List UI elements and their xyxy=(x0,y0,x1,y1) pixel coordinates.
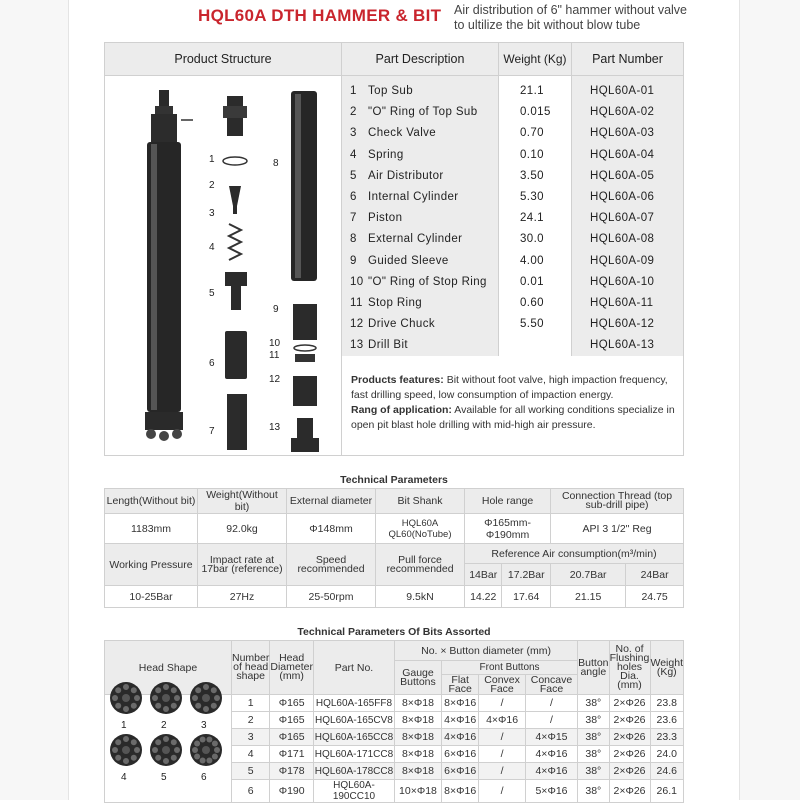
part-weight: 30.0 xyxy=(520,233,544,246)
part-weight: 5.50 xyxy=(520,318,544,331)
part-number: HQL60A-02 xyxy=(590,106,655,119)
bits-cell-pn: HQL60A-165CV8 xyxy=(313,712,394,729)
part-description: Stop Ring xyxy=(368,297,423,309)
part-no: 3 xyxy=(350,127,357,140)
bits-cell-d: Φ165 xyxy=(270,695,314,712)
part-no: 1 xyxy=(350,85,357,97)
tp-value: 25-50rpm xyxy=(287,586,376,608)
bits-cell-n: 2 xyxy=(232,712,270,729)
part-weight: 3.50 xyxy=(520,169,544,182)
part-description: "O" Ring of Top Sub xyxy=(368,106,478,119)
part-row xyxy=(342,103,682,124)
part-weight: 0.01 xyxy=(520,275,544,288)
tp-value: 21.15 xyxy=(551,586,626,608)
part-no: 2 xyxy=(350,106,357,119)
head-shape-label: 2 xyxy=(161,720,167,731)
bits-cell-convex: / xyxy=(479,729,525,746)
bits-cell-angle: 38° xyxy=(578,712,609,729)
bits-cell-angle: 38° xyxy=(578,763,609,780)
bits-cell-flush: 2×Φ26 xyxy=(609,780,650,803)
bits-cell-gauge: 8×Φ18 xyxy=(394,746,441,763)
tp-header: External diameter xyxy=(287,489,376,514)
bits-cell-gauge: 8×Φ18 xyxy=(394,712,441,729)
tp-header: Reference Air consumption(m³/min) xyxy=(465,544,684,564)
part-no: 12 xyxy=(350,318,364,331)
part-weight: 21.1 xyxy=(520,85,544,97)
bits-cell-flat: 4×Φ16 xyxy=(441,729,478,746)
bits-cell-convex: / xyxy=(479,763,525,780)
diagram-label: 8 xyxy=(273,158,279,169)
bits-cell-n: 4 xyxy=(232,746,270,763)
bits-cell-concave: 4×Φ15 xyxy=(525,729,577,746)
part-number: HQL60A-03 xyxy=(590,127,655,140)
bits-header-weight: Weight (Kg) xyxy=(650,641,684,695)
part-description: Top Sub xyxy=(368,85,413,97)
part-description: Drill Bit xyxy=(368,339,409,352)
part-row xyxy=(342,252,682,273)
part-no: 13 xyxy=(350,339,364,352)
tp-header: Hole range xyxy=(465,489,551,514)
bits-header-head-shape: Head Shape xyxy=(105,641,232,695)
bits-cell-w: 23.6 xyxy=(650,712,684,729)
bits-cell-flush: 2×Φ26 xyxy=(609,729,650,746)
bits-header-buttons: No. × Button diameter (mm) xyxy=(394,641,577,661)
tp-header: Impact rate at 17bar (reference) xyxy=(198,544,287,586)
bits-cell-d: Φ190 xyxy=(270,780,314,803)
bits-cell-w: 23.3 xyxy=(650,729,684,746)
bits-cell-convex: 4×Φ16 xyxy=(479,712,525,729)
tp-value: 24.75 xyxy=(626,586,684,608)
part-description: Drive Chuck xyxy=(368,318,436,331)
bits-cell-gauge: 8×Φ18 xyxy=(394,729,441,746)
bits-cell-angle: 38° xyxy=(578,729,609,746)
part-description: Internal Cylinder xyxy=(368,191,459,203)
tp-header: Working Pressure xyxy=(105,544,198,586)
bits-cell-concave: / xyxy=(525,695,577,712)
bits-cell-flush: 2×Φ26 xyxy=(609,746,650,763)
bits-cell-convex: / xyxy=(479,746,525,763)
part-number: HQL60A-06 xyxy=(590,191,655,203)
tech-params-title: Technical Parameters xyxy=(340,474,448,486)
part-number: HQL60A-13 xyxy=(590,339,655,352)
part-row xyxy=(342,209,682,230)
part-weight: 24.1 xyxy=(520,212,544,225)
product-features xyxy=(351,373,681,433)
part-number: HQL60A-11 xyxy=(590,297,654,309)
diagram-label: 5 xyxy=(209,288,215,299)
bits-cell-w: 24.6 xyxy=(650,763,684,780)
tp-value: 10-25Bar xyxy=(105,586,198,608)
part-row xyxy=(342,230,682,251)
part-no: 4 xyxy=(350,148,357,161)
product-structure-diagram xyxy=(105,76,342,455)
bits-cell-pn: HQL60A-171CC8 xyxy=(313,746,394,763)
part-no: 8 xyxy=(350,233,357,246)
part-number: HQL60A-12 xyxy=(590,318,655,331)
features-label: Products features: xyxy=(351,374,444,386)
bits-cell-flat: 8×Φ16 xyxy=(441,695,478,712)
bits-cell-flat: 8×Φ16 xyxy=(441,780,478,803)
bits-cell-convex: / xyxy=(479,780,525,803)
bits-cell-w: 24.0 xyxy=(650,746,684,763)
part-row xyxy=(342,294,682,315)
tp-value: 1183mm xyxy=(105,514,198,544)
tp-header: Bit Shank xyxy=(376,489,465,514)
bits-table xyxy=(104,640,684,803)
datasheet xyxy=(104,0,688,802)
bits-header-flushing: No. of Flushing holes Dia. (mm) xyxy=(609,641,650,695)
features-text: Bit without foot valve, high impaction frequency, fast drilling speed, low consumption of impaction energy. xyxy=(351,374,668,401)
bits-cell-pn: HQL60A-165CC8 xyxy=(313,729,394,746)
bits-cell-w: 23.8 xyxy=(650,695,684,712)
part-description: "O" Ring of Stop Ring xyxy=(368,275,487,288)
bits-cell-d: Φ165 xyxy=(270,729,314,746)
part-number: HQL60A-04 xyxy=(590,148,655,161)
tp-value: 14.22 xyxy=(465,586,502,608)
left-margin xyxy=(0,0,69,800)
bits-cell-angle: 38° xyxy=(578,746,609,763)
tp-air-bar: 24Bar xyxy=(626,564,684,586)
exploded-parts xyxy=(223,91,319,452)
bits-header-concave: Concave Face xyxy=(525,675,577,695)
part-description: Air Distributor xyxy=(368,169,444,182)
part-weight: 5.30 xyxy=(520,191,544,203)
tp-value: 9.5kN xyxy=(376,586,465,608)
bits-cell-pn: HQL60A-165FF8 xyxy=(313,695,394,712)
bits-cell-flat: 6×Φ16 xyxy=(441,746,478,763)
bits-cell-pn: HQL60A-190CC10 xyxy=(313,780,394,803)
tp-header: Connection Thread (top sub-drill pipe) xyxy=(551,489,684,514)
bits-title: Technical Parameters Of Bits Assorted xyxy=(297,626,491,638)
bits-header-gauge: Gauge Buttons xyxy=(394,661,441,695)
diagram-label: 7 xyxy=(209,426,215,437)
tp-value: Φ165mm-Φ190mm xyxy=(465,514,551,544)
part-description: Piston xyxy=(368,212,403,225)
part-number: HQL60A-10 xyxy=(590,275,655,288)
diagram-label: 3 xyxy=(209,208,215,219)
bits-cell-flush: 2×Φ26 xyxy=(609,695,650,712)
table-row xyxy=(105,695,684,712)
tp-header: Length(Without bit) xyxy=(105,489,198,514)
part-row xyxy=(342,336,682,357)
bits-cell-convex: / xyxy=(479,695,525,712)
bits-cell-gauge: 8×Φ18 xyxy=(394,695,441,712)
diagram-label: 12 xyxy=(269,374,281,385)
diagram-label: 10 xyxy=(269,338,281,349)
bits-cell-flush: 2×Φ26 xyxy=(609,763,650,780)
part-weight: 0.10 xyxy=(520,148,544,161)
title-note: Air distribution of 6" hammer without valve to ultilize the bit without blow tube xyxy=(454,3,688,32)
tp-value: 92.0kg xyxy=(198,514,287,544)
bits-cell-n: 3 xyxy=(232,729,270,746)
part-no: 10 xyxy=(350,275,364,288)
part-description: Guided Sleeve xyxy=(368,254,449,267)
header-structure: Product Structure xyxy=(105,43,342,76)
page-title: HQL60A DTH HAMMER & BIT xyxy=(198,6,442,25)
tp-header: Pull force recommended xyxy=(376,544,465,586)
part-weight: 0.015 xyxy=(520,106,551,119)
part-weight: 4.00 xyxy=(520,254,544,267)
part-number: HQL60A-07 xyxy=(590,212,655,225)
bits-header-front: Front Buttons xyxy=(441,661,577,675)
part-number: HQL60A-05 xyxy=(590,169,655,182)
bits-header-number: Number of head shape xyxy=(232,641,270,695)
tp-value: Φ148mm xyxy=(287,514,376,544)
head-shape-label: 3 xyxy=(201,720,207,731)
head-shape-cell xyxy=(105,695,232,803)
tp-value: 27Hz xyxy=(198,586,287,608)
hammer-diagram xyxy=(105,76,341,455)
bits-header-part-no: Part No. xyxy=(313,641,394,695)
tp-value: 17.64 xyxy=(502,586,551,608)
head-shape-label: 4 xyxy=(121,772,127,783)
part-row xyxy=(342,124,682,145)
assembled-hammer xyxy=(145,90,193,441)
bits-cell-n: 1 xyxy=(232,695,270,712)
right-margin xyxy=(739,0,800,800)
bits-cell-n: 6 xyxy=(232,780,270,803)
head-shape-label: 5 xyxy=(161,772,167,783)
tech-params-table xyxy=(104,488,684,608)
part-no: 11 xyxy=(350,297,363,309)
bits-cell-d: Φ165 xyxy=(270,712,314,729)
diagram-label: 2 xyxy=(209,180,215,191)
part-row xyxy=(342,315,682,336)
bits-header-angle: Button angle xyxy=(578,641,609,695)
diagram-label: 1 xyxy=(209,154,215,165)
bits-header-diameter: Head Diameter (mm) xyxy=(270,641,314,695)
header-weight: Weight (Kg) xyxy=(499,43,572,76)
bits-cell-concave: 5×Φ16 xyxy=(525,780,577,803)
diagram-label: 9 xyxy=(273,304,279,315)
bits-cell-d: Φ178 xyxy=(270,763,314,780)
bits-cell-gauge: 10×Φ18 xyxy=(394,780,441,803)
part-number: HQL60A-08 xyxy=(590,233,655,246)
head-shape-label: 6 xyxy=(201,772,207,783)
part-description: Check Valve xyxy=(368,127,437,140)
tp-air-bar: 17.2Bar xyxy=(502,564,551,586)
bits-cell-angle: 38° xyxy=(578,695,609,712)
part-weight: 0.60 xyxy=(520,297,544,309)
tp-value: HQL60A QL60(NoTube) xyxy=(376,514,465,544)
part-row xyxy=(342,146,682,167)
part-no: 6 xyxy=(350,191,357,203)
bits-cell-gauge: 8×Φ18 xyxy=(394,763,441,780)
bits-cell-w: 26.1 xyxy=(650,780,684,803)
part-no: 7 xyxy=(350,212,357,225)
part-description: Spring xyxy=(368,148,404,161)
part-row xyxy=(342,188,682,209)
diagram-label: 11 xyxy=(269,350,280,361)
part-number: HQL60A-09 xyxy=(590,254,655,267)
part-no: 9 xyxy=(350,254,357,267)
part-description: External Cylinder xyxy=(368,233,463,246)
diagram-label: 6 xyxy=(209,358,215,369)
bits-header-convex: Convex Face xyxy=(479,675,525,695)
diagram-label: 4 xyxy=(209,242,215,253)
part-number: HQL60A-01 xyxy=(590,85,655,97)
bits-cell-d: Φ171 xyxy=(270,746,314,763)
diagram-label: 13 xyxy=(269,422,281,433)
bits-cell-flat: 4×Φ16 xyxy=(441,712,478,729)
tp-value: API 3 1/2" Reg xyxy=(551,514,684,544)
bits-cell-concave: / xyxy=(525,712,577,729)
bits-cell-angle: 38° xyxy=(578,780,609,803)
tp-header: Weight(Without bit) xyxy=(198,489,287,514)
product-table xyxy=(104,42,684,456)
bits-cell-concave: 4×Φ16 xyxy=(525,746,577,763)
bits-cell-concave: 4×Φ16 xyxy=(525,763,577,780)
tp-air-bar: 14Bar xyxy=(465,564,502,586)
part-row xyxy=(342,167,682,188)
part-row xyxy=(342,273,682,294)
tp-air-bar: 20.7Bar xyxy=(551,564,626,586)
tp-header: Speed recommended xyxy=(287,544,376,586)
header-part-description: Part Description xyxy=(342,43,499,76)
application-text: Available for all working conditions specialize in open pit blast hole drilling with mid-high air pressure. xyxy=(351,404,675,431)
bits-cell-n: 5 xyxy=(232,763,270,780)
header-part-number: Part Number xyxy=(572,43,683,76)
part-row xyxy=(342,82,682,103)
bits-cell-flat: 6×Φ16 xyxy=(441,763,478,780)
application-label: Rang of application: xyxy=(351,404,452,416)
bits-cell-pn: HQL60A-178CC8 xyxy=(313,763,394,780)
head-shape-label: 1 xyxy=(121,720,127,731)
bits-header-flat: Flat Face xyxy=(441,675,478,695)
bits-cell-flush: 2×Φ26 xyxy=(609,712,650,729)
part-weight: 0.70 xyxy=(520,127,544,140)
part-no: 5 xyxy=(350,169,357,182)
